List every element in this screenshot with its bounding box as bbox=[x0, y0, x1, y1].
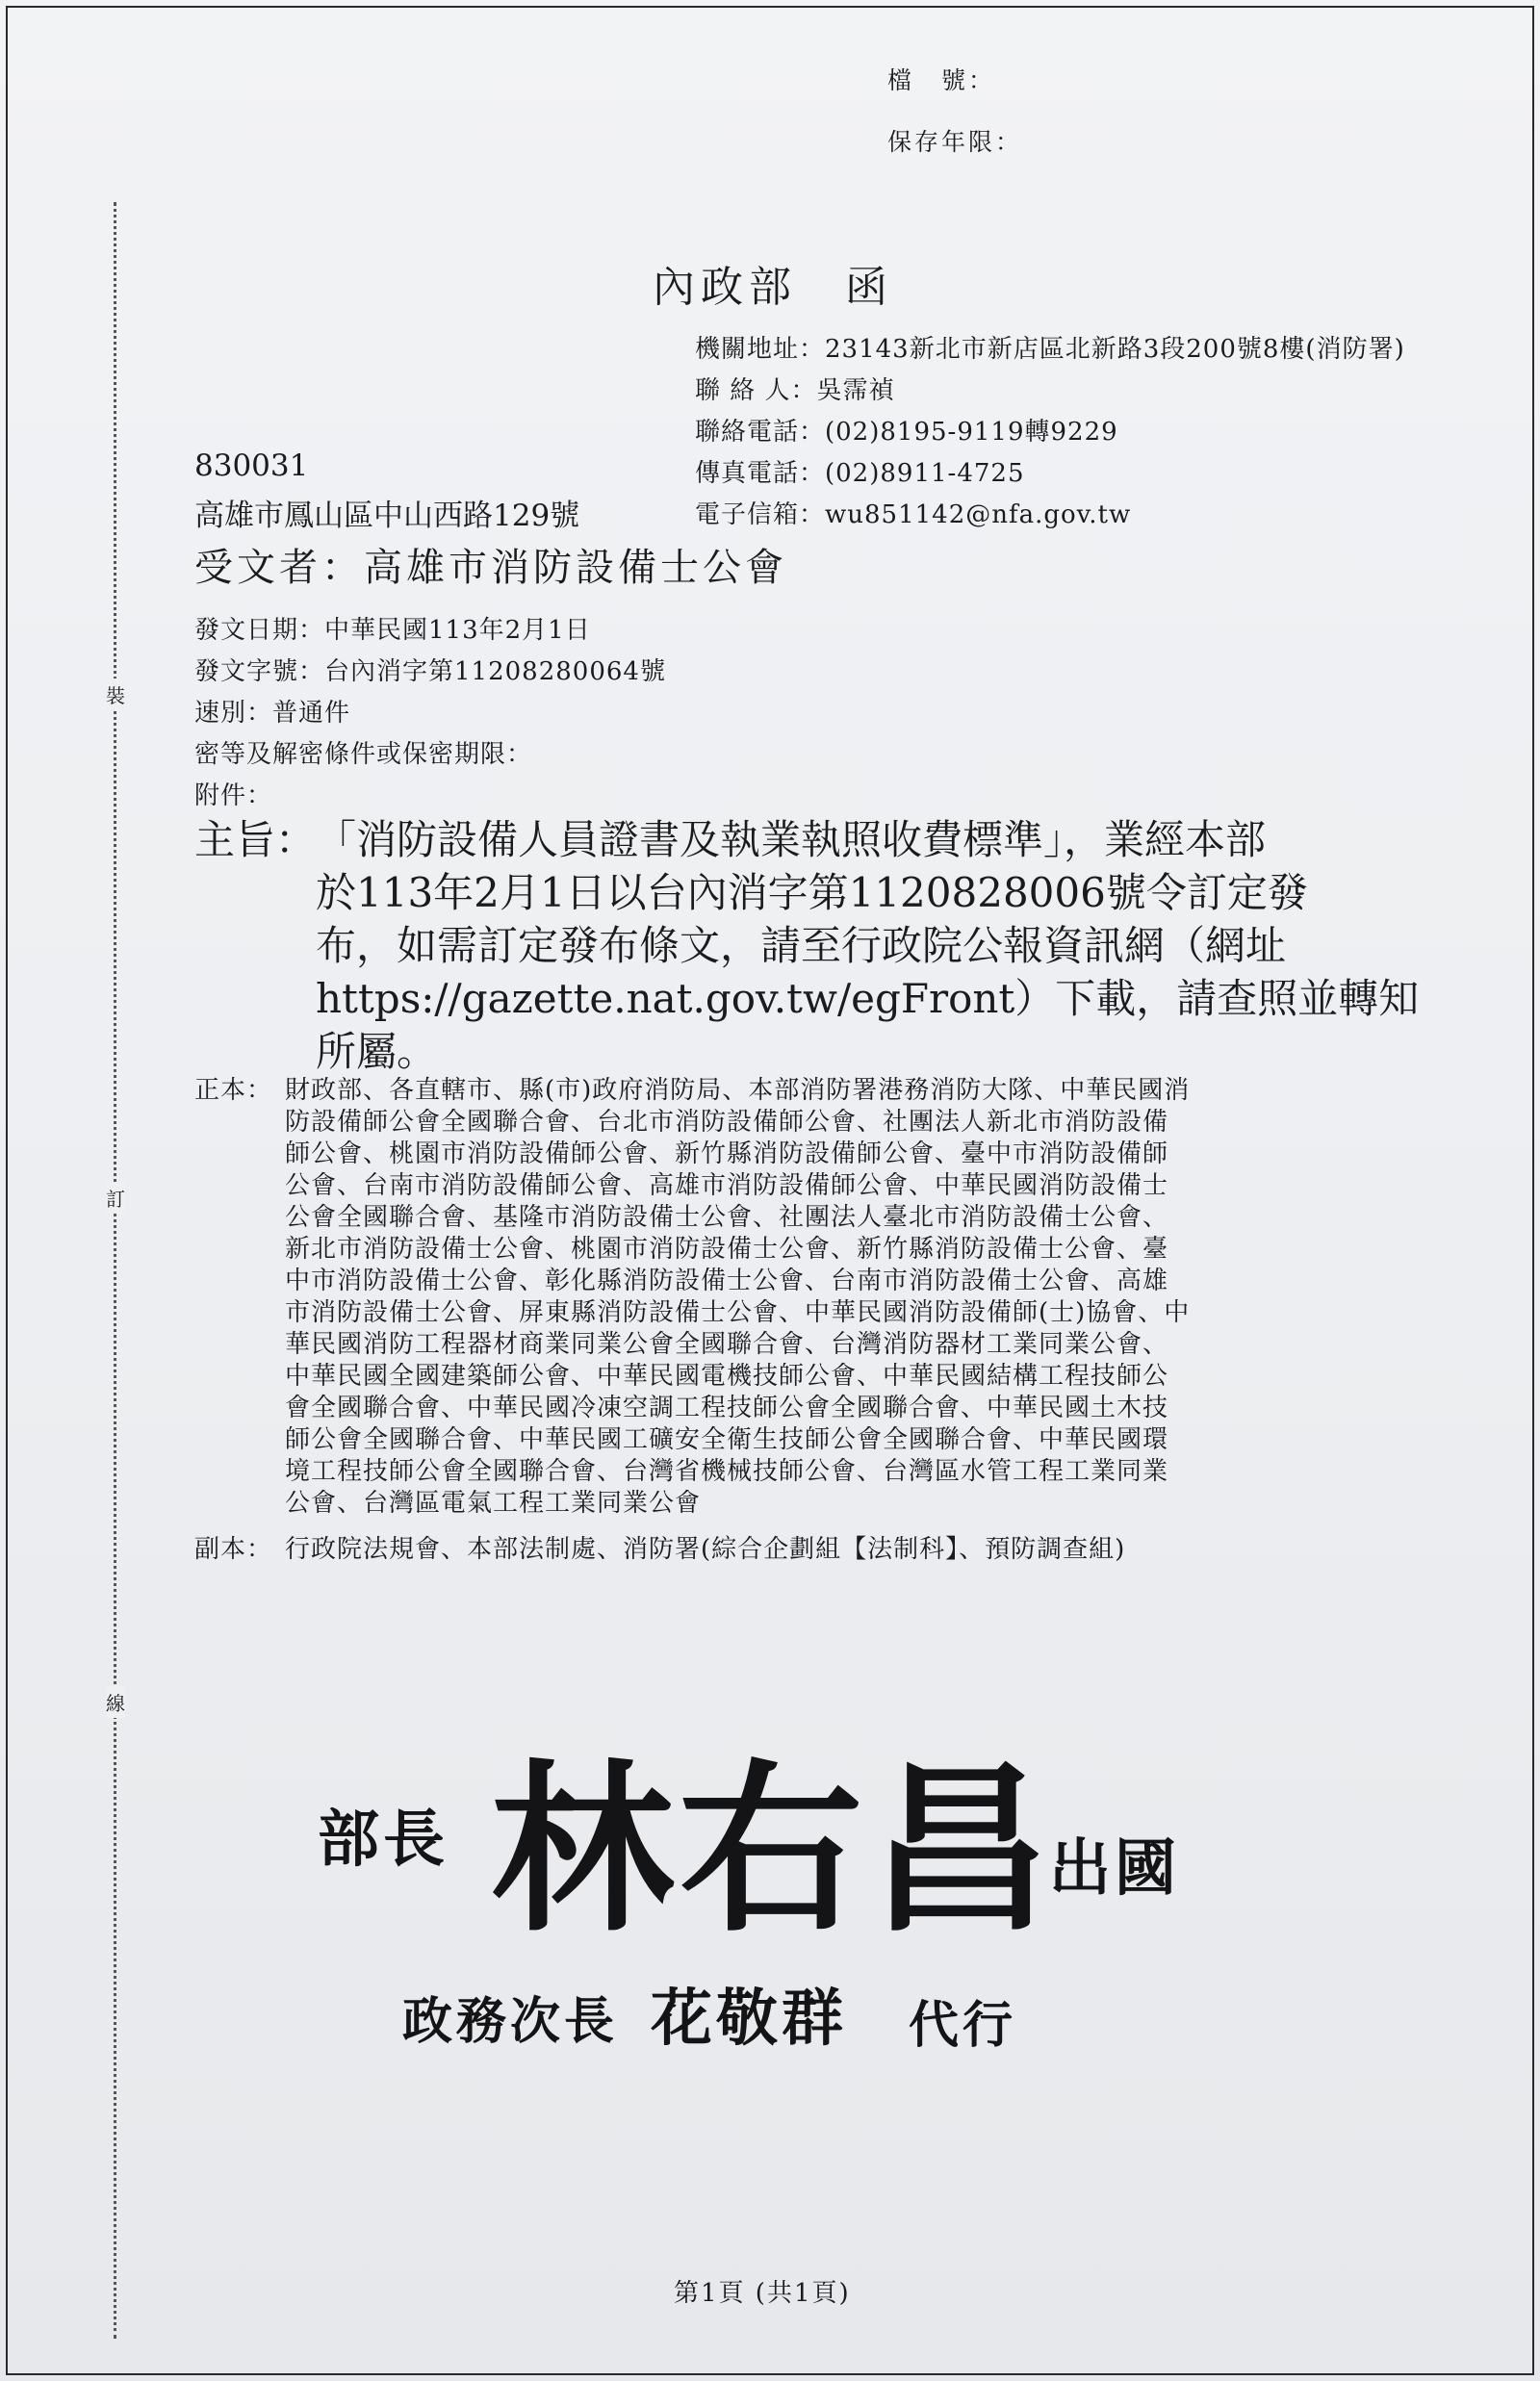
document-number: 發文字號：台內消字第11208280064號 bbox=[194, 657, 666, 686]
acting-note: 代行 bbox=[909, 1996, 1017, 2055]
primary-recipients-line: 新北市消防設備士公會、桃園市消防設備士公會、新竹縣消防設備士公會、臺 bbox=[285, 1235, 1169, 1264]
binding-char-ding: 訂 bbox=[106, 1182, 125, 1214]
recipient-address: 高雄市鳳山區中山西路129號 bbox=[194, 499, 580, 533]
primary-recipients-line: 市消防設備士公會、屏東縣消防設備士公會、中華民國消防設備師(士)協會、中 bbox=[285, 1298, 1191, 1327]
subject-line: 於113年2月1日以台內消字第1120828006號令訂定發 bbox=[316, 869, 1308, 916]
agency-fax: 傳真電話：(02)8911-4725 bbox=[695, 459, 1025, 488]
abroad-note: 出國 bbox=[1049, 1832, 1180, 1905]
attachment: 附件： bbox=[194, 781, 273, 810]
primary-recipients-line: 師公會、桃園市消防設備師公會、新竹縣消防設備師公會、臺中市消防設備師 bbox=[285, 1139, 1169, 1168]
primary-recipients-line: 華民國消防工程器材商業同業公會全國聯合會、台灣消防器材工業同業公會、 bbox=[285, 1330, 1169, 1359]
binding-char-xian: 線 bbox=[106, 1686, 125, 1718]
deputy-signature: 花敬群 bbox=[651, 1983, 847, 2055]
primary-recipients-line: 中市消防設備士公會、彰化縣消防設備士公會、台南市消防設備士公會、高雄 bbox=[285, 1267, 1169, 1295]
copy-recipients-label: 副本： bbox=[194, 1535, 273, 1564]
binding-char-zhuang: 裝 bbox=[106, 678, 125, 710]
subject-line: https://gazette.nat.gov.tw/egFront）下載，請查照並轉知 bbox=[316, 975, 1420, 1022]
primary-recipients-line: 公會全國聯合會、基隆市消防設備士公會、社團法人臺北市消防設備士公會、 bbox=[285, 1203, 1169, 1232]
primary-recipients-line: 財政部、各直轄市、縣(市)政府消防局、本部消防署港務消防大隊、中華民國消 bbox=[285, 1076, 1191, 1105]
subject-line: 所屬。 bbox=[316, 1028, 438, 1075]
agency-address: 機關地址：23143新北市新店區北新路3段200號8樓(消防署) bbox=[695, 335, 1405, 364]
agency-phone: 聯絡電話：(02)8195-9119轉9229 bbox=[695, 418, 1118, 447]
issue-date: 發文日期：中華民國113年2月1日 bbox=[194, 616, 591, 645]
binding-line bbox=[114, 202, 116, 2339]
primary-recipients-line: 防設備師公會全國聯合會、台北市消防設備師公會、社團法人新北市消防設備 bbox=[285, 1108, 1169, 1137]
subject-line: 「消防設備人員證書及執業執照收費標準」，業經本部 bbox=[316, 816, 1267, 863]
subject-label: 主旨： bbox=[194, 816, 317, 863]
primary-recipients-line: 中華民國全國建築師公會、中華民國電機技師公會、中華民國結構工程技師公 bbox=[285, 1362, 1169, 1391]
recipient: 受文者：高雄市消防設備士公會 bbox=[194, 546, 787, 590]
delivery-speed: 速別：普通件 bbox=[194, 699, 351, 728]
page-number: 第1頁 (共1頁) bbox=[674, 2279, 851, 2308]
primary-recipients-line: 境工程技師公會全國聯合會、台灣省機械技師公會、台灣區水管工程工業同業 bbox=[285, 1457, 1169, 1486]
retention-period-label: 保存年限： bbox=[887, 128, 1023, 156]
primary-recipients-line: 師公會全國聯合會、中華民國工礦安全衛生技師公會全國聯合會、中華民國環 bbox=[285, 1425, 1169, 1454]
minister-title: 部長 bbox=[318, 1804, 449, 1876]
primary-recipients-line: 會全國聯合會、中華民國冷凍空調工程技師公會全國聯合會、中華民國土木技 bbox=[285, 1394, 1169, 1422]
agency-contact: 聯 絡 人：吳霈禎 bbox=[695, 376, 895, 405]
primary-recipients-line: 公會、台灣區電氣工程工業同業公會 bbox=[285, 1489, 702, 1518]
primary-recipients-label: 正本： bbox=[194, 1076, 273, 1105]
document-title: 內政部 函 bbox=[653, 263, 893, 312]
deputy-title: 政務次長 bbox=[402, 1992, 619, 2051]
copy-recipients: 行政院法規會、本部法制處、消防署(綜合企劃組【法制科】、預防調查組) bbox=[285, 1535, 1126, 1564]
agency-email: 電子信箱：wu851142@nfa.gov.tw bbox=[695, 500, 1132, 529]
primary-recipients-line: 公會、台南市消防設備師公會、高雄市消防設備師公會、中華民國消防設備士 bbox=[285, 1171, 1169, 1200]
postal-code: 830031 bbox=[194, 448, 309, 483]
minister-signature: 林右昌 bbox=[491, 1742, 1058, 1957]
secrecy-level: 密等及解密條件或保密期限： bbox=[194, 740, 533, 769]
subject-line: 布，如需訂定發布條文，請至行政院公報資訊網（網址 bbox=[316, 922, 1287, 969]
file-number-label: 檔 號： bbox=[887, 66, 996, 94]
